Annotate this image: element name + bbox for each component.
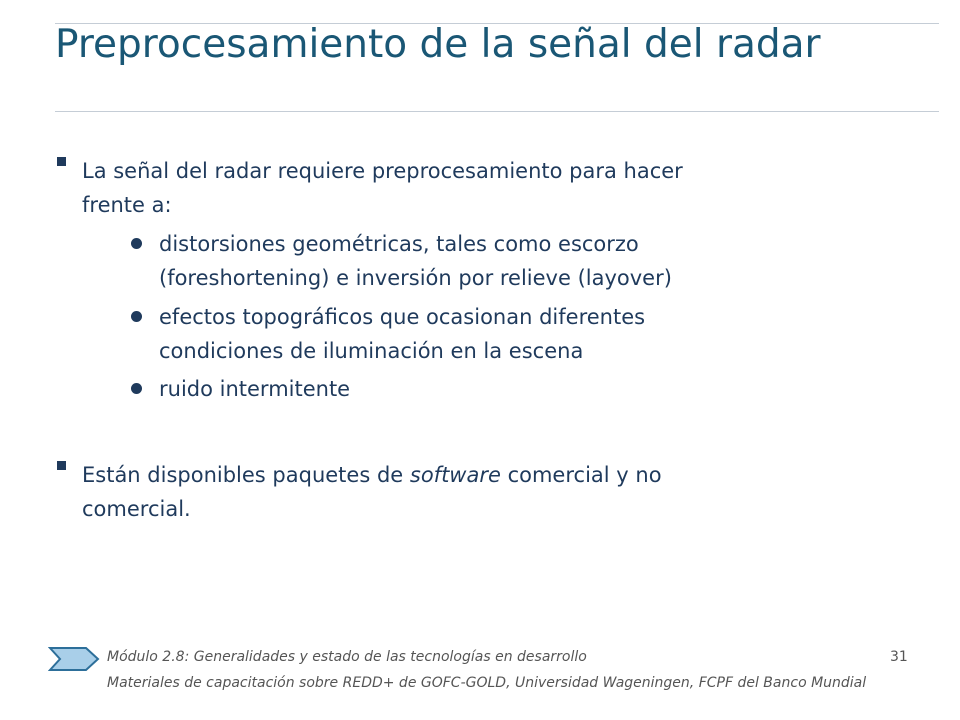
square-bullet-icon [57,157,66,166]
round-bullet-icon [131,311,142,322]
sub-bullet-line: efectos topográficos que ocasionan diferentes [159,305,646,329]
sub-bullet-item [159,300,859,368]
bullet-line: La señal del radar requiere preprocesamiento para hacer [82,159,683,183]
bullet-text: comercial y no [500,463,662,487]
sub-bullet-line: ruido intermitente [159,377,351,401]
chevron-arrow-icon [48,646,100,672]
footer-module-text: Módulo 2.8: Generalidades y estado de las tecnologías en desarrollo [107,649,587,665]
sub-bullet-line: condiciones de iluminación en la escena [159,339,584,363]
sub-bullet-item [159,227,859,295]
footer-materials-text: Materiales de capacitación sobre REDD+ de GOFC-GOLD, Universidad Wageningen, FCPF del Banco Mundial [107,675,867,691]
square-bullet-icon [57,461,66,470]
bullet-line: comercial. [82,497,191,521]
bullet-line: frente a: [82,193,172,217]
title-underline-rule [55,111,939,112]
sub-bullet-line: distorsiones geométricas, tales como escorzo [159,232,639,256]
sub-bullet-line: (foreshortening) e inversión por relieve (layover) [159,266,672,290]
round-bullet-icon [131,238,142,249]
slide-footer [0,640,960,710]
round-bullet-icon [131,383,142,394]
slide-title: Preprocesamiento de la señal del radar [55,22,821,67]
bullet-item [82,458,862,526]
sub-bullet-item [159,372,859,406]
bullet-emphasis: software [409,463,501,487]
page-number: 31 [890,649,908,665]
bullet-text: Están disponibles paquetes de [82,463,410,487]
bullet-item [82,154,862,222]
